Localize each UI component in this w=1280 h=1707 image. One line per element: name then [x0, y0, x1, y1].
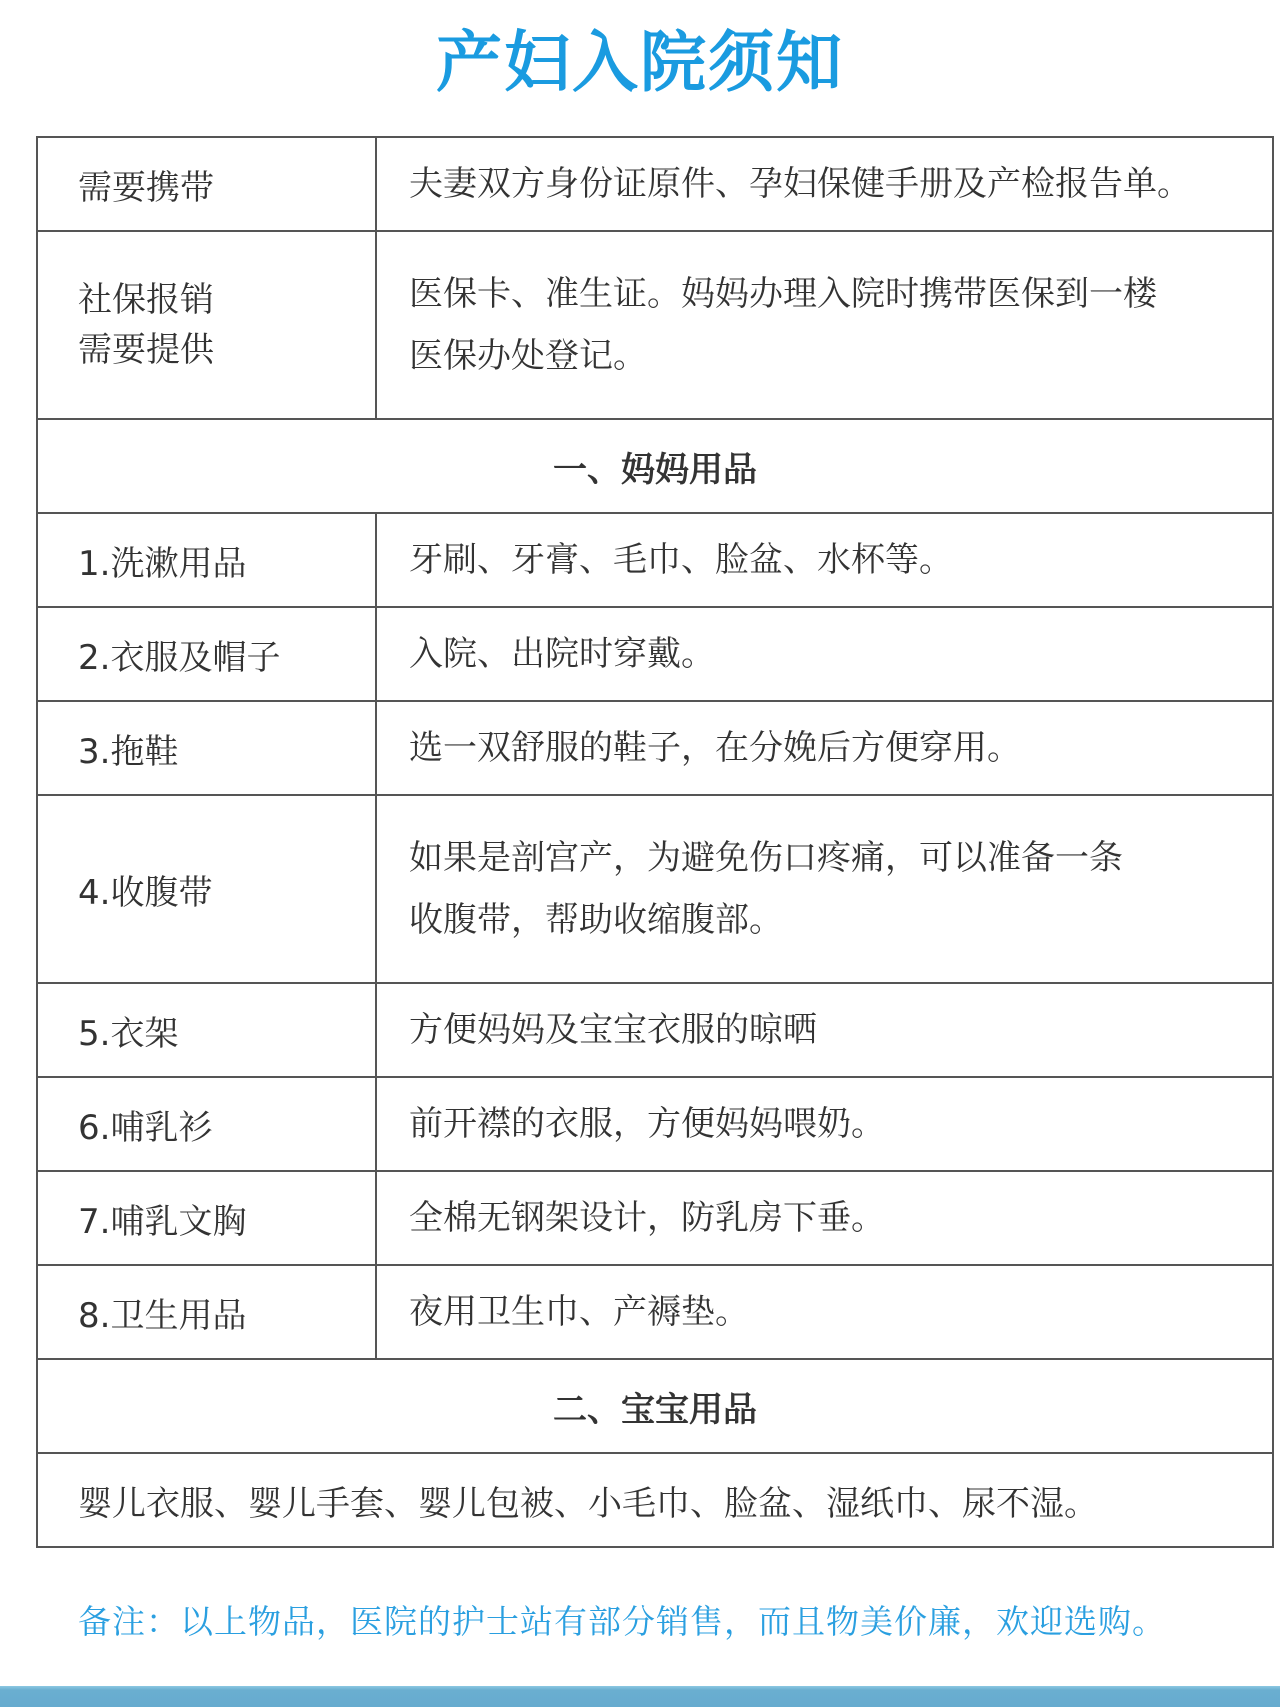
- item-value: [376, 795, 1273, 983]
- section-header-mom: [37, 419, 1273, 513]
- label-line: 社保报销: [78, 280, 214, 320]
- table-row: [37, 795, 1273, 983]
- item-label: 5.衣架: [37, 983, 376, 1077]
- table-row-bring: [37, 137, 1273, 231]
- admission-info-table: [36, 136, 1274, 1548]
- item-label: 7.哺乳文胸: [37, 1171, 376, 1265]
- row-label: [37, 231, 376, 419]
- item-label: 3.拖鞋: [37, 701, 376, 795]
- item-label: 4.收腹带: [37, 795, 376, 983]
- value-line: 如果是剖宫产，为避免伤口疼痛，可以准备一条: [409, 838, 1123, 878]
- section-header-baby: [37, 1359, 1273, 1453]
- item-value: 全棉无钢架设计，防乳房下垂。: [376, 1171, 1273, 1265]
- item-label: 1.洗漱用品: [37, 513, 376, 607]
- item-label: 6.哺乳衫: [37, 1077, 376, 1171]
- item-label: 2.衣服及帽子: [37, 607, 376, 701]
- page-title: 产妇入院须知: [436, 24, 844, 101]
- value-line: 收腹带，帮助收缩腹部。: [409, 900, 783, 940]
- item-value: 前开襟的衣服，方便妈妈喂奶。: [376, 1077, 1273, 1171]
- item-label: 8.卫生用品: [37, 1265, 376, 1359]
- table-row: [37, 513, 1273, 607]
- item-value: 选一双舒服的鞋子，在分娩后方便穿用。: [376, 701, 1273, 795]
- table-row-baby-items: [37, 1453, 1273, 1547]
- table-row-insurance: [37, 231, 1273, 419]
- table-row: [37, 1077, 1273, 1171]
- item-value: 夜用卫生巾、产褥垫。: [376, 1265, 1273, 1359]
- value-line: 医保卡、准生证。妈妈办理入院时携带医保到一楼: [409, 274, 1157, 314]
- baby-items-text: 婴儿衣服、婴儿手套、婴儿包被、小毛巾、脸盆、湿纸巾、尿不湿。: [37, 1453, 1273, 1547]
- table-row: [37, 701, 1273, 795]
- row-value: 夫妻双方身份证原件、孕妇保健手册及产检报告单。: [376, 137, 1273, 231]
- section-heading: 一、妈妈用品: [37, 419, 1273, 513]
- item-value: 牙刷、牙膏、毛巾、脸盆、水杯等。: [376, 513, 1273, 607]
- bottom-decorative-bar: [0, 1686, 1280, 1707]
- item-value: 方便妈妈及宝宝衣服的晾晒: [376, 983, 1273, 1077]
- row-label: 需要携带: [37, 137, 376, 231]
- value-line: 医保办处登记。: [409, 336, 647, 376]
- item-value: 入院、出院时穿戴。: [376, 607, 1273, 701]
- table-row: [37, 1171, 1273, 1265]
- label-line: 需要提供: [78, 330, 214, 370]
- footnote: 备注：以上物品，医院的护士站有部分销售，而且物美价廉，欢迎选购。: [78, 1602, 1166, 1641]
- table-row: [37, 1265, 1273, 1359]
- row-value: [376, 231, 1273, 419]
- table-row: [37, 607, 1273, 701]
- table-row: [37, 983, 1273, 1077]
- section-heading: 二、宝宝用品: [37, 1359, 1273, 1453]
